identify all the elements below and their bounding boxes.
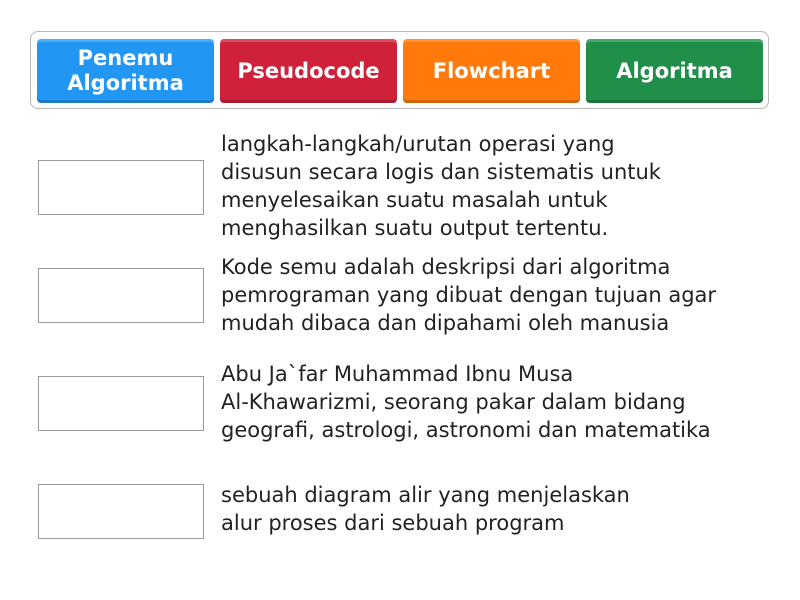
- description-2: Kode semu adalah deskripsi dari algoritma pemrograman yang dibuat dengan tujuan agar mudah dibaca dan dipahami oleh manusia: [221, 255, 717, 335]
- drop-slot-1[interactable]: [38, 160, 204, 215]
- description-1: langkah-langkah/urutan operasi yang disusun secara logis dan sistematis untuk menyelesaikan suatu masalah untuk menghasilkan suatu output tertentu.: [221, 132, 661, 240]
- description-4: sebuah diagram alir yang menjelaskan alur proses dari sebuah program: [221, 483, 630, 535]
- description-3: Abu Ja`far Muhammad Ibnu Musa Al-Khawarizmi, seorang pakar dalam bidang geografi, astrologi, astronomi dan matematika: [221, 362, 711, 442]
- option-penemu-algoritma[interactable]: Penemu Algoritma: [37, 39, 214, 103]
- option-algoritma[interactable]: Algoritma: [586, 39, 763, 103]
- drop-slot-3[interactable]: [38, 376, 204, 431]
- option-pseudocode[interactable]: Pseudocode: [220, 39, 397, 103]
- drop-slot-2[interactable]: [38, 268, 204, 323]
- drop-slot-4[interactable]: [38, 484, 204, 539]
- option-flowchart[interactable]: Flowchart: [403, 39, 580, 103]
- answer-bank: [30, 31, 769, 109]
